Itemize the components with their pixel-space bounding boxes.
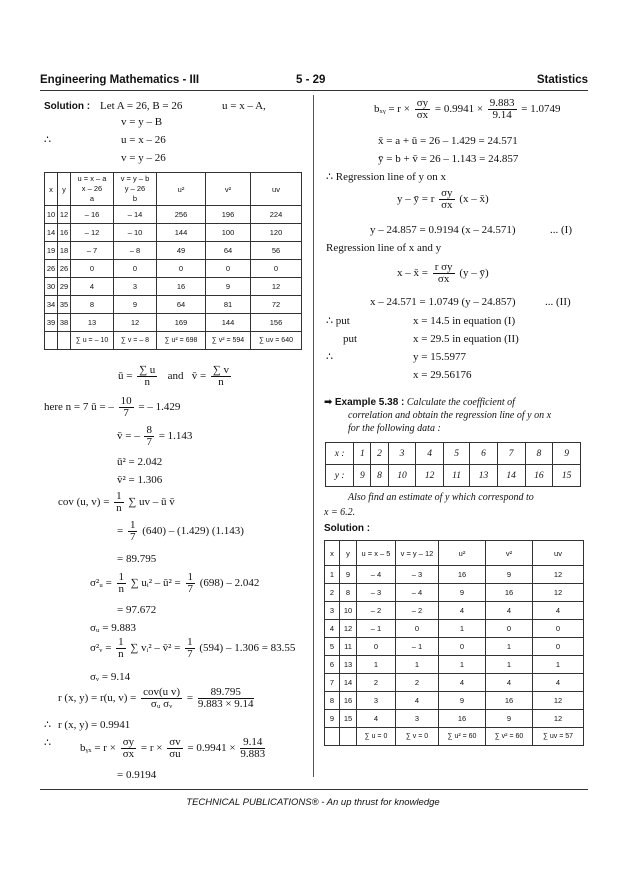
- sum-v2: ∑ v² = 594: [206, 332, 251, 350]
- table-header-row: x y u = x – 5 v = y – 12 u² v² uv: [325, 541, 584, 566]
- sigma-v: σᵥ = 9.14: [90, 671, 131, 683]
- regression-y-on-x-formula: y – ȳ = r $\frac{\sigma y}{\sigma x}$ (x – x̄): [397, 187, 489, 211]
- sum-uv: ∑ uv = 57: [533, 728, 584, 746]
- equation-label-2: ... (II): [545, 296, 571, 308]
- col-header-v2: v²: [206, 173, 251, 206]
- table-row: 39 38 13 12 169 144 156: [45, 314, 302, 332]
- regression-x-on-y-formula: x – x̄ = $\frac{\text{r σy}}{\sigma x}$ (y – ȳ): [397, 261, 489, 285]
- data-row-y: y : 9 8 10 12 11 13 14 16 15: [326, 465, 581, 487]
- table-header-row: [45, 173, 302, 206]
- covariance-value: = 89.795: [117, 553, 157, 565]
- table-row: 5 11 0 – 1 0 1 0: [325, 638, 584, 656]
- chapter-title: Statistics: [536, 74, 588, 86]
- table-row: 1 9 – 4 – 3 16 9 12: [325, 566, 584, 584]
- table-row: 10 12 – 16 – 14 256 196 224: [45, 206, 302, 224]
- regression-y-on-x-title: ∴ Regression line of y on x: [326, 171, 447, 183]
- sum-v2: ∑ v² = 60: [486, 728, 533, 746]
- also-text-1: Also find an estimate of y which correspond to: [348, 492, 534, 503]
- table-row: 30 29 4 3 16 9 12: [45, 278, 302, 296]
- covariance-substitution: = $\frac{1}{7}$ (640) – (1.429) (1.143): [117, 519, 244, 543]
- v-definition: v = y – B: [121, 116, 163, 128]
- bxy-formula: bₓᵧ = r × $\frac{\sigma y}{\sigma x}$ = 0.9941 × $\frac{9.883}{9.14}$ = 1.0749: [374, 97, 561, 121]
- result-x: x = 29.56176: [413, 369, 472, 381]
- u-definition: u = x – A,: [222, 100, 266, 112]
- sum-u: ∑ u = – 10: [71, 332, 114, 350]
- therefore-symbol: ∴: [44, 737, 51, 749]
- vbar-line: v̄ = – $\frac{8}{7}$ = 1.143: [117, 424, 193, 448]
- equation-label-1: ... (I): [550, 224, 572, 236]
- u-equation: u = x – 26: [121, 134, 166, 146]
- table-row: 3 10 – 2 – 2 4 4 4: [325, 602, 584, 620]
- example-text-2: correlation and obtain the regression line of y on x: [348, 410, 552, 421]
- ubar-line: here n = 7 ū = – $\frac{10}{7}$ = – 1.429: [44, 395, 181, 419]
- xbar-line: x̄ = a + ū = 26 – 1.429 = 24.571: [378, 135, 518, 147]
- left-data-table: [44, 172, 302, 350]
- header-rule: [40, 90, 588, 91]
- correlation-value: r (x, y) = 0.9941: [58, 719, 131, 731]
- table-row: 14 16 – 12 – 10 144 100 120: [45, 224, 302, 242]
- sigma-v-squared-formula: σ²ᵥ = $\frac{1}{n}$ ∑ vᵢ² – v̄² = $\frac{1}{7}$ (594) – 1.306 = 83.55: [90, 636, 296, 660]
- vbar-squared: v̄² = 1.306: [117, 474, 163, 486]
- table-row: 34 35 8 9 64 81 72: [45, 296, 302, 314]
- running-head-title: Engineering Mathematics - III: [40, 74, 200, 86]
- covariance-formula: cov (u, v) = $\frac{1}{n}$ ∑ uv – ū v̄: [58, 490, 175, 514]
- sigma-u: σᵤ = 9.883: [90, 622, 136, 634]
- column-divider: [313, 95, 314, 777]
- example-arrow-icon: ➡: [324, 397, 333, 408]
- col-header-x: x: [45, 173, 58, 206]
- result-label: ∴: [326, 351, 333, 363]
- sum-u2: ∑ u² = 698: [157, 332, 206, 350]
- sum-v: ∑ v = – 8: [114, 332, 157, 350]
- byx-value: = 0.9194: [117, 769, 157, 781]
- table-row: 9 15 4 3 16 9 12: [325, 710, 584, 728]
- result-y: y = 15.5977: [413, 351, 466, 363]
- example-block: [324, 396, 586, 435]
- put-value-2: x = 29.5 in equation (II): [413, 333, 519, 345]
- put-label-2: put: [343, 333, 358, 345]
- example-data-table: [325, 442, 581, 487]
- table-sum-row: [45, 332, 302, 350]
- table-row: 7 14 2 2 4 4 4: [325, 674, 584, 692]
- put-label-1: ∴ put: [326, 315, 350, 327]
- therefore-symbol: ∴: [44, 134, 51, 146]
- example-text-3: for the following data :: [348, 423, 441, 434]
- col-header-y: y: [58, 173, 71, 206]
- therefore-symbol: ∴: [44, 719, 51, 731]
- regression-x-on-y-title: Regression line of x and y: [326, 242, 442, 254]
- example-text-1: Calculate the coefficient of: [406, 397, 515, 408]
- solution-label-2: Solution :: [324, 523, 371, 534]
- table-row: 2 8 – 3 – 4 9 16 12: [325, 584, 584, 602]
- example-label: Example 5.38 :: [334, 397, 405, 408]
- put-value-1: x = 14.5 in equation (I): [413, 315, 516, 327]
- table-sum-row: [325, 728, 584, 746]
- sum-u: ∑ u = 0: [357, 728, 396, 746]
- mean-formula: ū = $\frac{\sum u}{n}$ and v̄ = $\frac{\sum v}{n}$: [118, 364, 230, 388]
- regression-x-on-y-equation: x – 24.571 = 1.0749 (y – 24.857): [370, 296, 516, 308]
- col-header-v: v = y – b y – 26 b: [114, 173, 157, 206]
- footer-rule: [40, 789, 588, 790]
- v-equation: v = y – 26: [121, 152, 166, 164]
- ubar-squared: ū² = 2.042: [117, 456, 163, 468]
- sigma-u-squared-value: = 97.672: [117, 604, 157, 616]
- table-row: 6 13 1 1 1 1 1: [325, 656, 584, 674]
- right-data-table: [324, 540, 584, 746]
- data-row-x: x : 1 2 3 4 5 6 7 8 9: [326, 443, 581, 465]
- col-header-u: u = x – a x – 26 a: [71, 173, 114, 206]
- col-header-u2: u²: [157, 173, 206, 206]
- sum-u2: ∑ u² = 60: [439, 728, 486, 746]
- sum-uv: ∑ uv = 640: [251, 332, 302, 350]
- page-number: 5 - 29: [296, 74, 326, 86]
- table-row: 26 26 0 0 0 0 0: [45, 260, 302, 278]
- solution-label: Solution :: [44, 101, 91, 112]
- regression-y-on-x-equation: y – 24.857 = 0.9194 (x – 24.571): [370, 224, 516, 236]
- table-row: 19 18 – 7 – 8 49 64 56: [45, 242, 302, 260]
- byx-formula: bᵧₓ = r × $\frac{\sigma y}{\sigma x}$ = r × $\frac{\sigma v}{\sigma u}$ = 0.9941 × $\frac{9.14}{9.883}$: [80, 736, 266, 760]
- col-header-uv: uv: [251, 173, 302, 206]
- ybar-line: ȳ = b + v̄ = 26 – 1.143 = 24.857: [378, 153, 519, 165]
- table-row: 4 12 – 1 0 1 0 0: [325, 620, 584, 638]
- footer-text: TECHNICAL PUBLICATIONS® - An up thrust for knowledge: [186, 797, 440, 808]
- sum-v: ∑ v = 0: [396, 728, 439, 746]
- table-row: 8 16 3 4 9 16 12: [325, 692, 584, 710]
- correlation-formula: r (x, y) = r(u, v) = $\frac{\text{cov(u v)}}{\text{σᵤ σᵥ}}$ = $\frac{89.795}{9.883 \times 9.14}$: [58, 686, 254, 710]
- sigma-u-squared-formula: σ²ᵤ = $\frac{1}{n}$ ∑ uᵢ² – ū² = $\frac{1}{7}$ (698) – 2.042: [90, 571, 260, 595]
- also-text-2: x = 6.2.: [324, 507, 356, 518]
- let-line: Let A = 26, B = 26: [100, 100, 183, 112]
